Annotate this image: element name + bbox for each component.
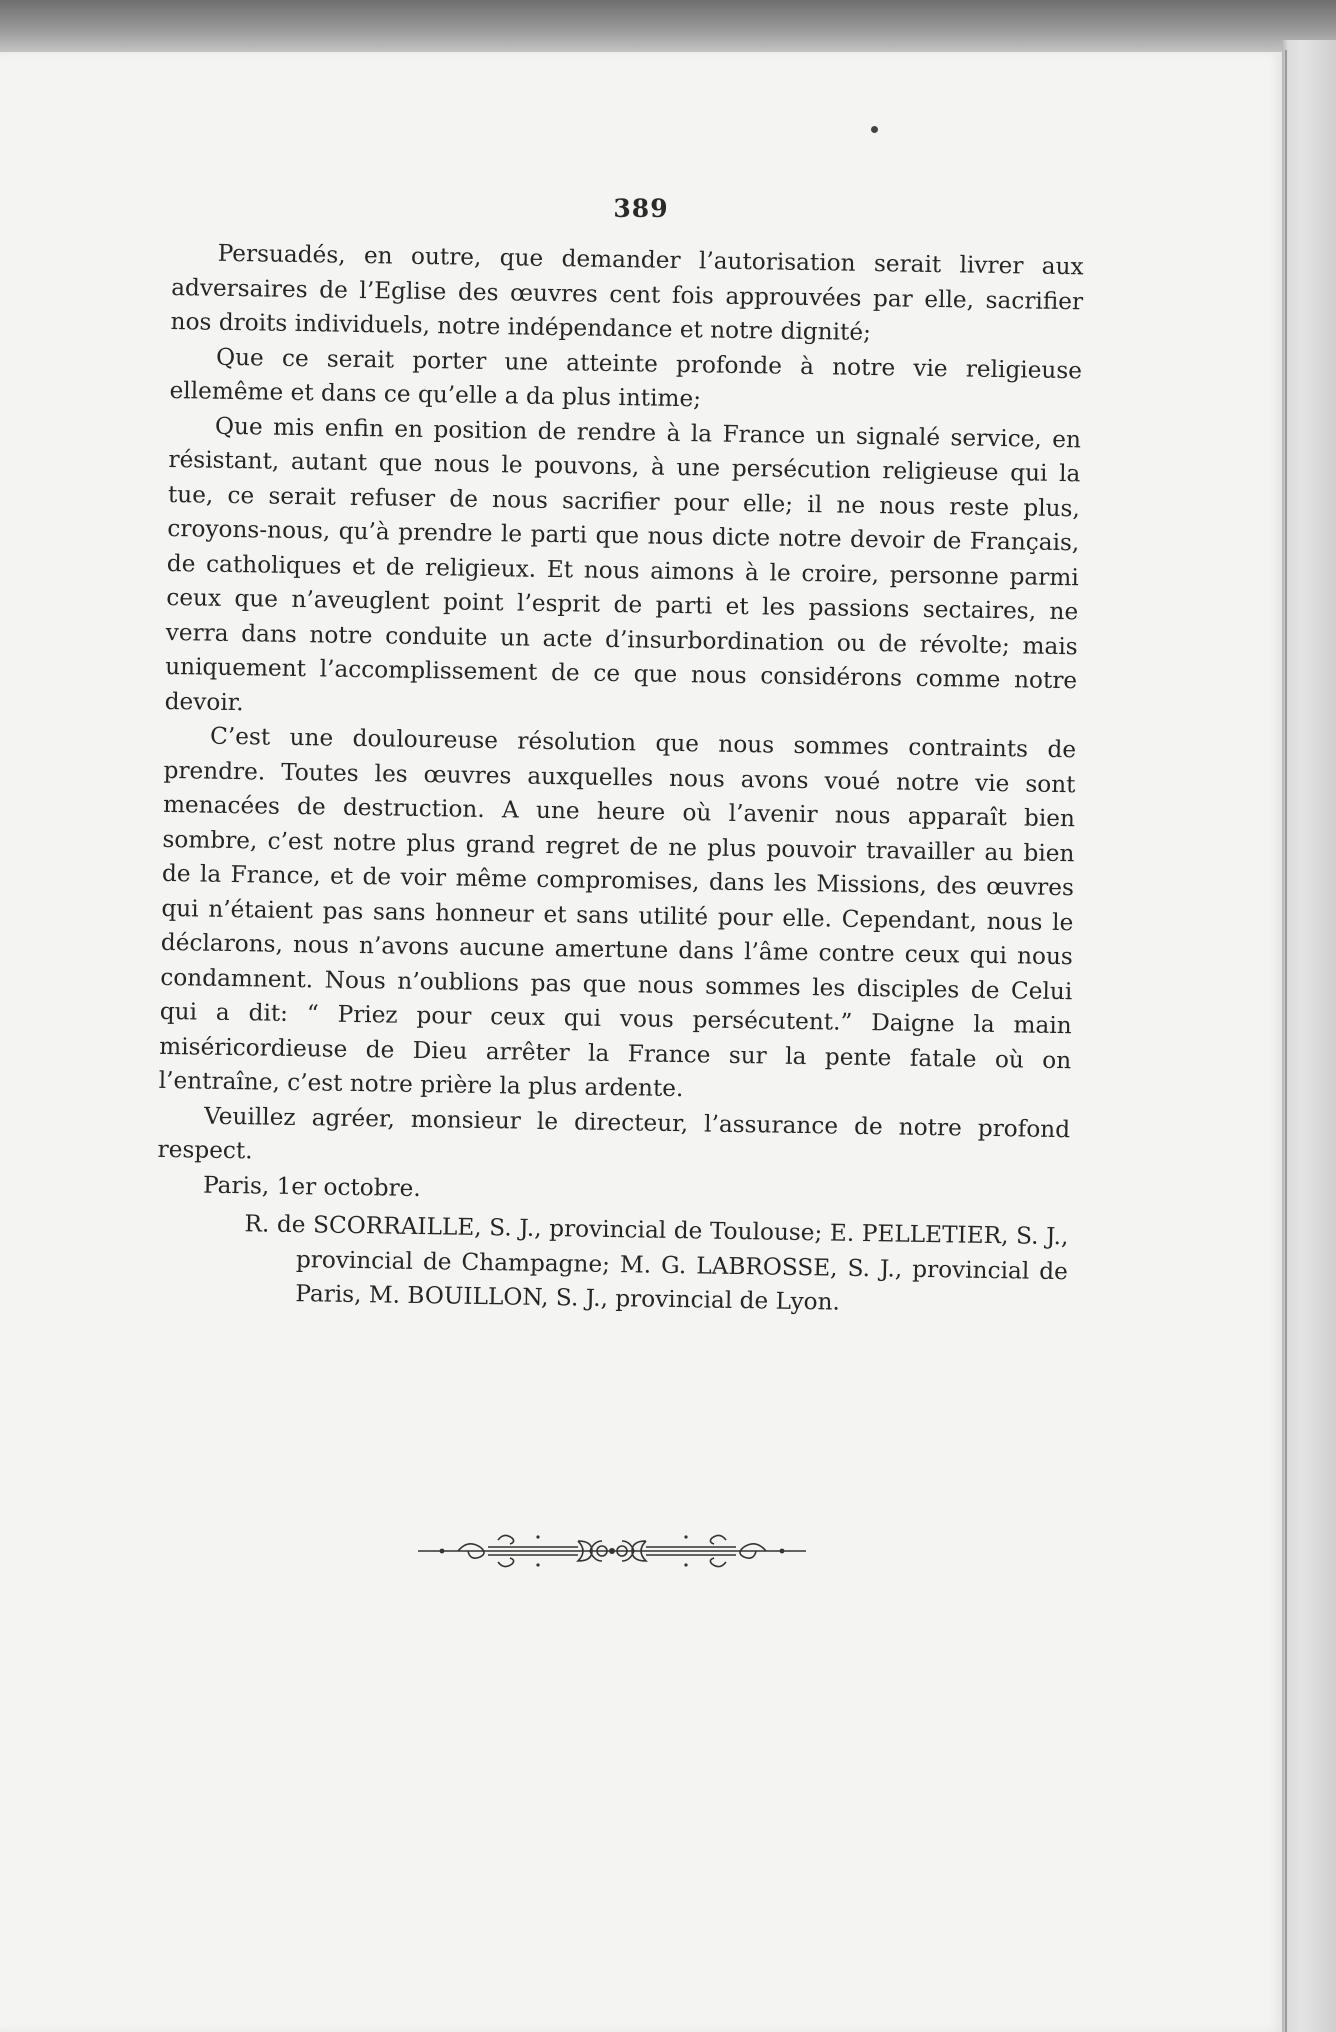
- page-number: 389: [613, 194, 669, 223]
- page-edge: [1282, 40, 1336, 2032]
- signatories: R. de SCORRAILLE, S. J., provincial de Toulouse; E. PELLETIER, S. J., provincial de Champagne; M. G. LABROSSE, S. J., provincial de Paris, M. BOUILLON, S. J., provincial de Lyon.: [244, 1210, 1069, 1316]
- ink-speck: [871, 126, 878, 133]
- paragraph-5: Veuillez agréer, monsieur le directeur, l’assurance de notre profond respect.: [157, 1102, 1071, 1165]
- paragraph-2: Que ce serait porter une atteinte profonde à notre vie religieuse ellemême et dans ce qu’elle a da plus intime;: [169, 343, 1083, 413]
- paragraph-3: Que mis enfin en position de rendre à la France un signalé service, en résistant, autant que nous le pouvons, à une persécution religieuse qui la tue, ce serait refuser de nous sacrifier pour elle; il ne nous reste plus, croyons-nous, qu’à prendre le parti que nous dicte notre devoir de Français, de catholiques et de religieux. Et nous aimons à le croire, personne parmi ceux que n’aveuglent point l’esprit de parti et les passions sectaires, ne verra dans notre conduite un acte d’insurbordination ou de révolte; mais uniquement l’accomplissement de ce que nous considérons comme notre devoir.: [164, 412, 1082, 716]
- page-edge-line: [1285, 50, 1287, 2032]
- body-text: [155, 236, 1084, 1324]
- dateline: Paris, 1er octobre.: [202, 1171, 421, 1202]
- paragraph-1: Persuadés, en outre, que demander l’autorisation serait livrer aux adversaires de l’Eglise des œuvres cent fois approuvées par elle, sacrifier nos droits individuels, notre indépendance et notre dignité;: [170, 239, 1084, 346]
- ornament-icon: [418, 1528, 806, 1574]
- paragraph-4: C’est une douloureuse résolution que nous sommes contraints de prendre. Toutes les œuvres auxquelles nous avons voué notre vie sont menacées de destruction. A une heure où l’avenir nous apparaît bien sombre, c’est notre plus grand regret de ne plus pouvoir travailler au bien de la France, et de voir même compromises, dans les Missions, des œuvres qui n’étaient pas sans honneur et sans utilité pour elle. Cependant, nous le déclarons, nous n’avons aucune amertune dans l’âme contre ceux qui nous condamnent. Nous n’oublions pas que nous sommes les disciples de Celui qui a dit: “ Priez pour ceux qui vous persécutent.” Daigne la main miséricordieuse de Dieu arrêter la France sur la pente fatale où on l’entraîne, c’est notre prière la plus ardente.: [158, 722, 1077, 1103]
